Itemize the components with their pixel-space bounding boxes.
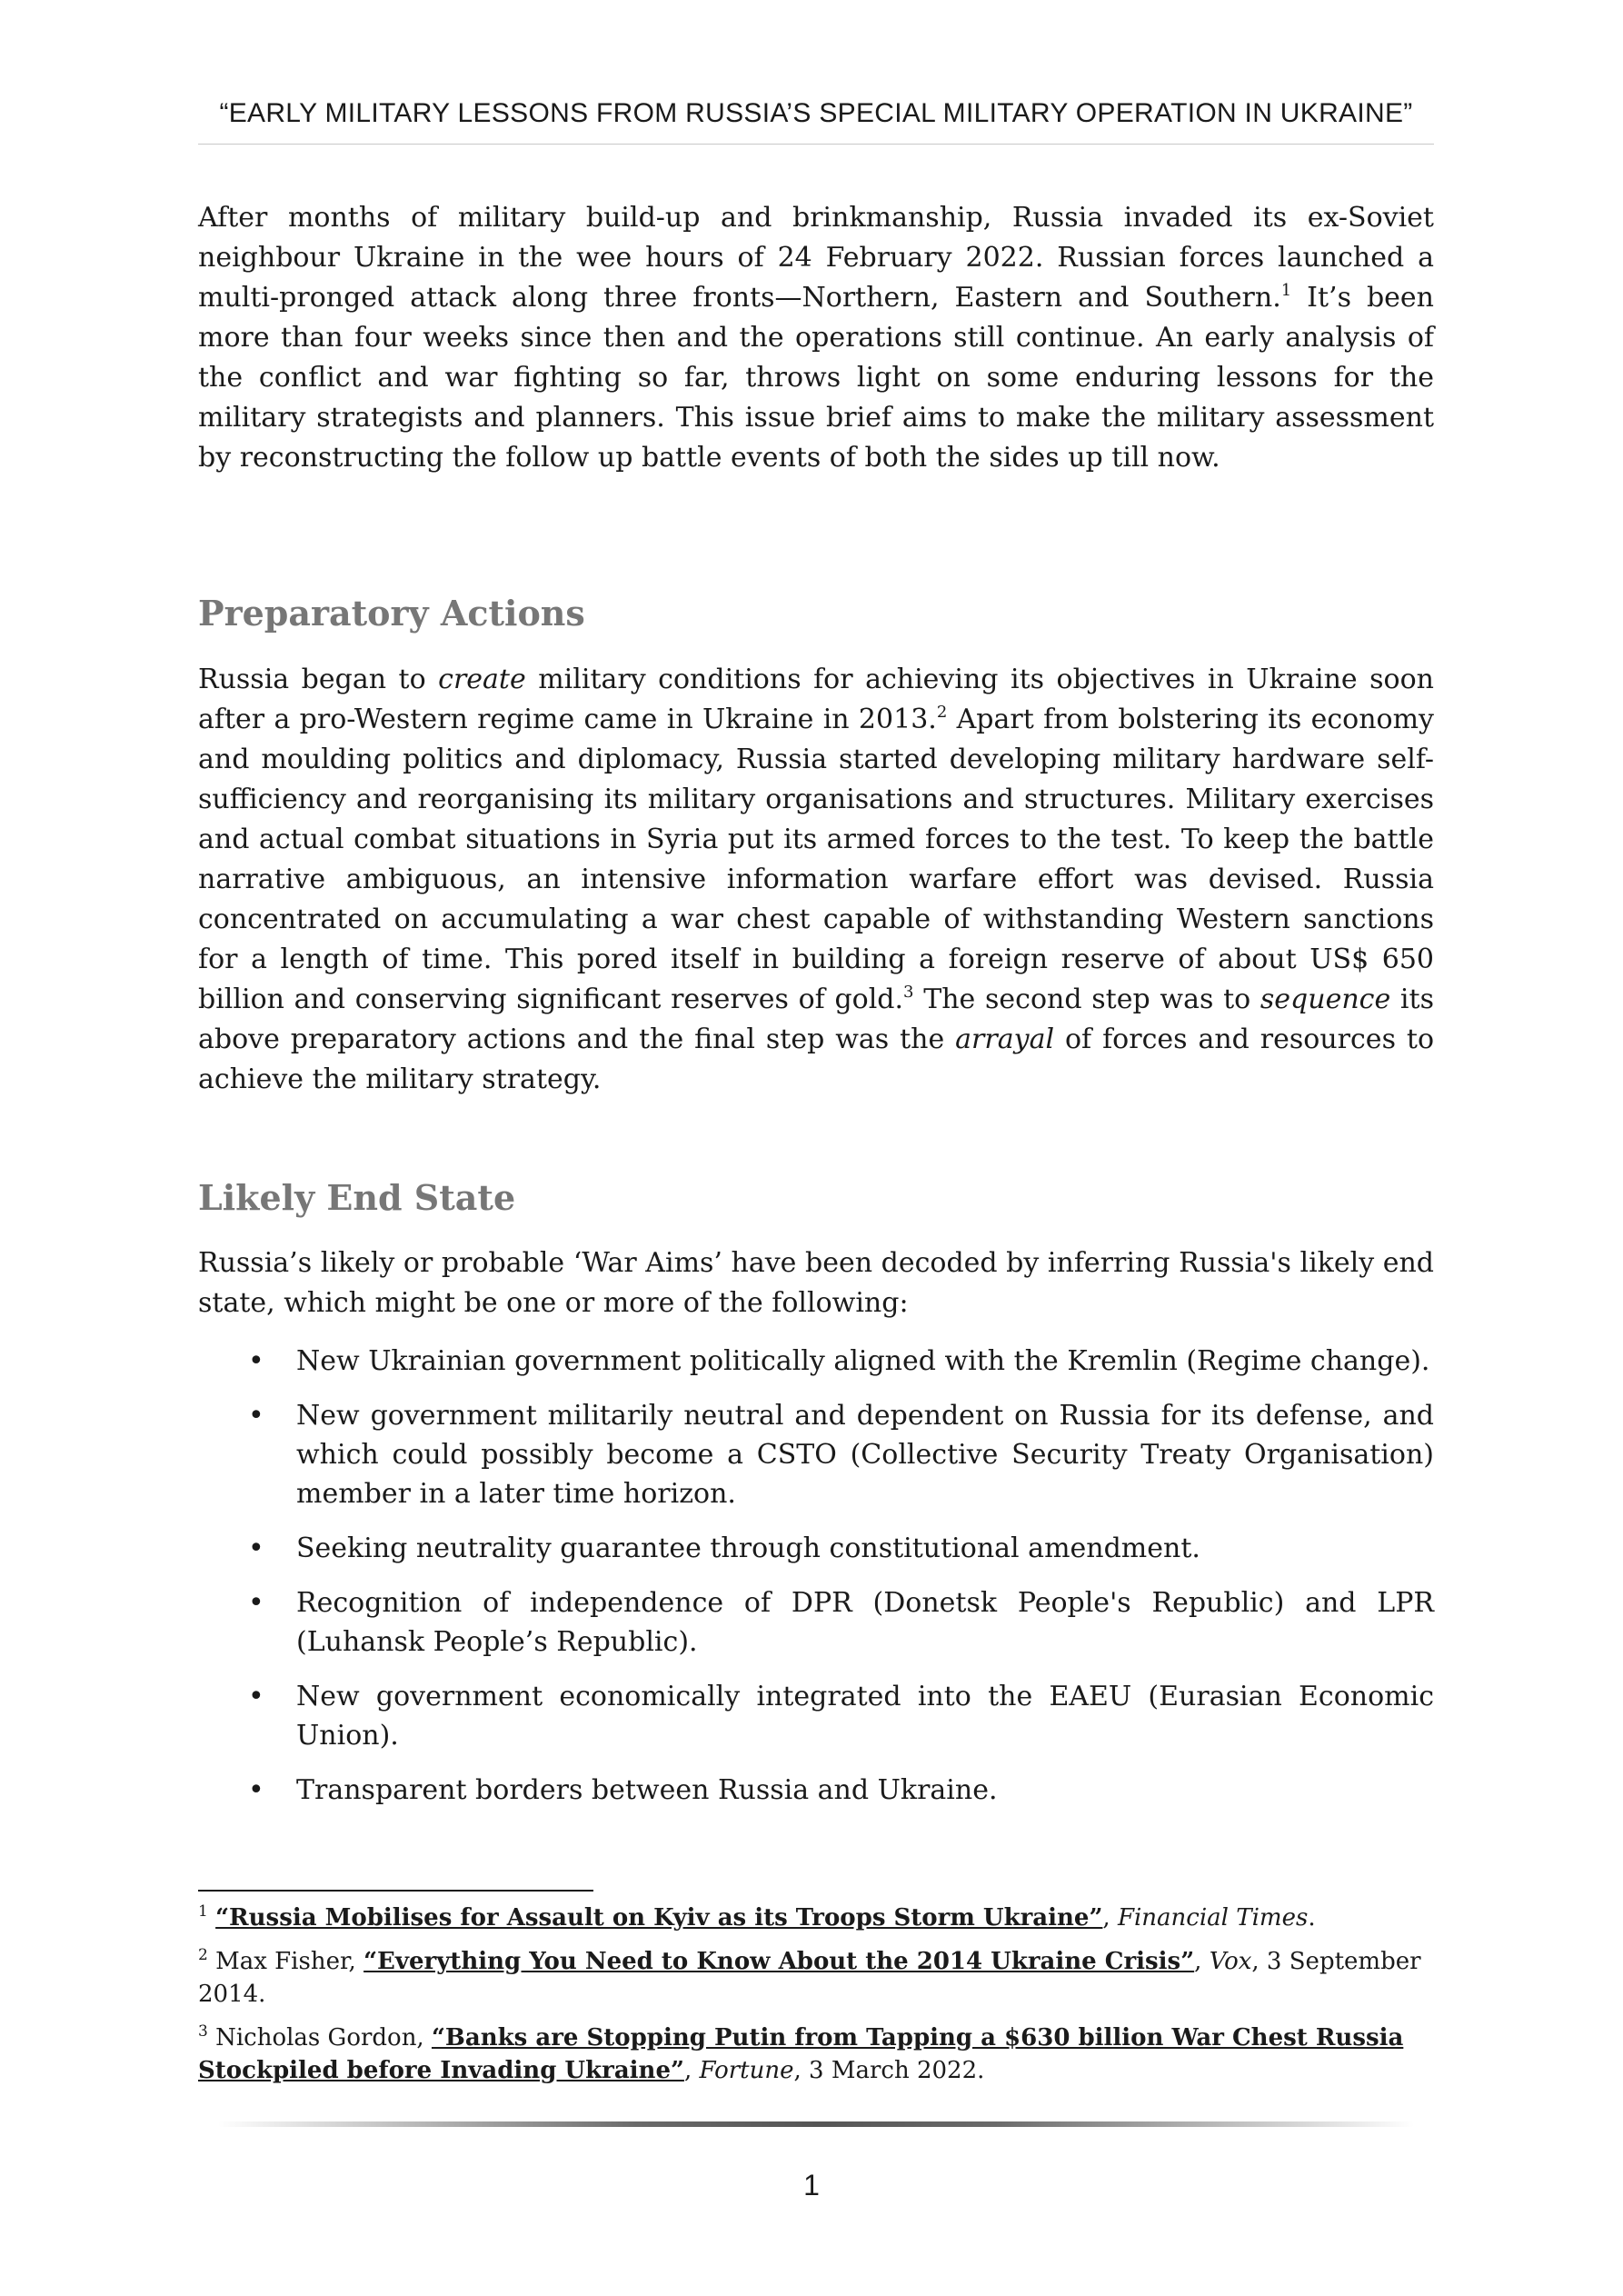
footnote-tail: , 3 March 2022. xyxy=(793,2057,985,2084)
list-item xyxy=(198,1771,1434,1810)
bullet-icon: • xyxy=(248,1587,264,1619)
list-item-text: New government militarily neutral and dependent on Russia for its defense, and which could possibly become a CSTO (Collective Security Treaty Organisation) member in a later time horizon. xyxy=(296,1400,1434,1510)
footnote-1: $^1$ “Russia Mobilises for Assault on Kyiv as its Troops Storm Ukraine”, Financial Times. xyxy=(198,1902,1316,1932)
list-item xyxy=(198,1677,1434,1755)
header-divider xyxy=(198,144,1434,145)
bullet-icon: • xyxy=(248,1345,264,1377)
section-heading-likely-end-state: Likely End State xyxy=(198,1177,516,1218)
list-item-text: New Ukrainian government politically aligned with the Kremlin (Regime change). xyxy=(296,1345,1430,1377)
list-item xyxy=(198,1583,1434,1662)
footnote-ref-1[interactable]: 1 xyxy=(1280,281,1292,300)
footnote-number: 3 xyxy=(198,2022,208,2041)
list-item xyxy=(198,1529,1434,1568)
text-run: military conditions for achieving its objectives in Ukraine soon after a pro-Western regime came in Ukraine in 2013. xyxy=(198,664,1434,735)
footnote-link[interactable]: “Everything You Need to Know About the 2014 Ukraine Crisis” xyxy=(363,1948,1195,1975)
list-item-text: Transparent borders between Russia and Ukraine. xyxy=(296,1774,998,1806)
footnote-tail: , 3 September 2014. xyxy=(198,1948,1421,2008)
footnotes xyxy=(198,1902,1434,2098)
emphasis-arrayal: arrayal xyxy=(955,1023,1055,1055)
footnote-tail: . xyxy=(1308,1904,1316,1932)
footnote-ref-2[interactable]: 2 xyxy=(936,703,948,722)
running-header: “EARLY MILITARY LESSONS FROM RUSSIA’S SPECIAL MILITARY OPERATION IN UKRAINE” xyxy=(219,98,1413,128)
emphasis-create: create xyxy=(438,664,526,695)
section-heading-preparatory-actions: Preparatory Actions xyxy=(198,593,585,634)
footnote-link[interactable]: “Banks are Stopping Putin from Tapping a $630 billion War Chest Russia Stockpiled before Invading Ukraine” xyxy=(198,2024,1404,2084)
footnote-3: $^3$ Nicholas Gordon, “Banks are Stopping Putin from Tapping a $630 billion War Chest Russia Stockpiled before Invading Ukraine”, Fortune, 3 March 2022. xyxy=(198,2022,1404,2084)
intro-text: After months of military build-up and brinkmanship, Russia invaded its ex-Soviet neighbour Ukraine in the wee hours of 24 February 2022. Russian forces launched a multi-pronged attack along three fronts—Northern, Eastern and Southern. xyxy=(198,202,1434,314)
preparatory-actions-paragraph xyxy=(198,660,1434,1100)
footnote-source: Vox xyxy=(1209,1948,1252,1975)
list-item-text: Seeking neutrality guarantee through constitutional amendment. xyxy=(296,1532,1200,1564)
footnote-source: Fortune xyxy=(699,2057,794,2084)
footnote-separator xyxy=(198,1890,593,1892)
text-run: of forces and resources to achieve the military strategy. xyxy=(198,1023,1435,1095)
bullet-icon: • xyxy=(248,1681,264,1712)
list-item xyxy=(198,1396,1434,1513)
footer-divider xyxy=(218,2121,1414,2127)
likely-end-state-intro: Russia’s likely or probable ‘War Aims’ have been decoded by inferring Russia's likely end state, which might be one or more of the following: xyxy=(198,1247,1434,1319)
emphasis-sequence: sequence xyxy=(1260,983,1391,1015)
bullet-icon: • xyxy=(248,1774,264,1806)
text-run: Russia began to xyxy=(198,664,439,695)
footnote-number: 2 xyxy=(198,1946,208,1964)
bullet-icon: • xyxy=(248,1400,264,1432)
footnote-number: 1 xyxy=(198,1902,208,1921)
text-run: its above preparatory actions and the final step was the xyxy=(198,983,1434,1055)
page-number: 1 xyxy=(803,2169,820,2201)
text-run: Apart from bolstering its economy and moulding politics and diplomacy, Russia started developing military hardware self-sufficiency and reorganising its military organisations and structures. Military exercises and actual combat situations in Syria put its armed forces to the test. To keep the battle narrative ambiguous, an intensive information warfare effort was devised. Russia concentrated on accumulating a war chest capable of withstanding Western sanctions for a length of time. This pored itself in building a foreign reserve of about US$ 650 billion and conserving significant reserves of gold. xyxy=(198,704,1434,1015)
footnote-link[interactable]: “Russia Mobilises for Assault on Kyiv as its Troops Storm Ukraine” xyxy=(215,1904,1103,1932)
footnote-author: Nicholas Gordon, xyxy=(215,2024,432,2051)
list-item-text: New government economically integrated into the EAEU (Eurasian Economic Union). xyxy=(296,1681,1434,1752)
footnote-source: Financial Times xyxy=(1117,1904,1309,1932)
intro-text-cont: It’s been more than four weeks since then and the operations still continue. An early analysis of the conflict and war fighting so far, throws light on some enduring lessons for the military strategists and planners. This issue brief aims to make the military assessment by reconstructing the follow up battle events of both the sides up till now. xyxy=(198,282,1434,474)
intro-paragraph xyxy=(198,198,1434,478)
footnote-ref-3[interactable]: 3 xyxy=(903,983,914,1002)
footnote-2: $^2$ Max Fisher, “Everything You Need to Know About the 2014 Ukraine Crisis”, Vox, 3 September 2014. xyxy=(198,1946,1421,2008)
list-item xyxy=(198,1342,1434,1381)
list-item-text: Recognition of independence of DPR (Donetsk People's Republic) and LPR (Luhansk People’s Republic). xyxy=(296,1587,1434,1658)
bullet-icon: • xyxy=(248,1532,264,1564)
text-run: The second step was to xyxy=(913,983,1260,1015)
war-aims-list xyxy=(198,1342,1434,1825)
footnote-author: Max Fisher, xyxy=(215,1948,364,1975)
